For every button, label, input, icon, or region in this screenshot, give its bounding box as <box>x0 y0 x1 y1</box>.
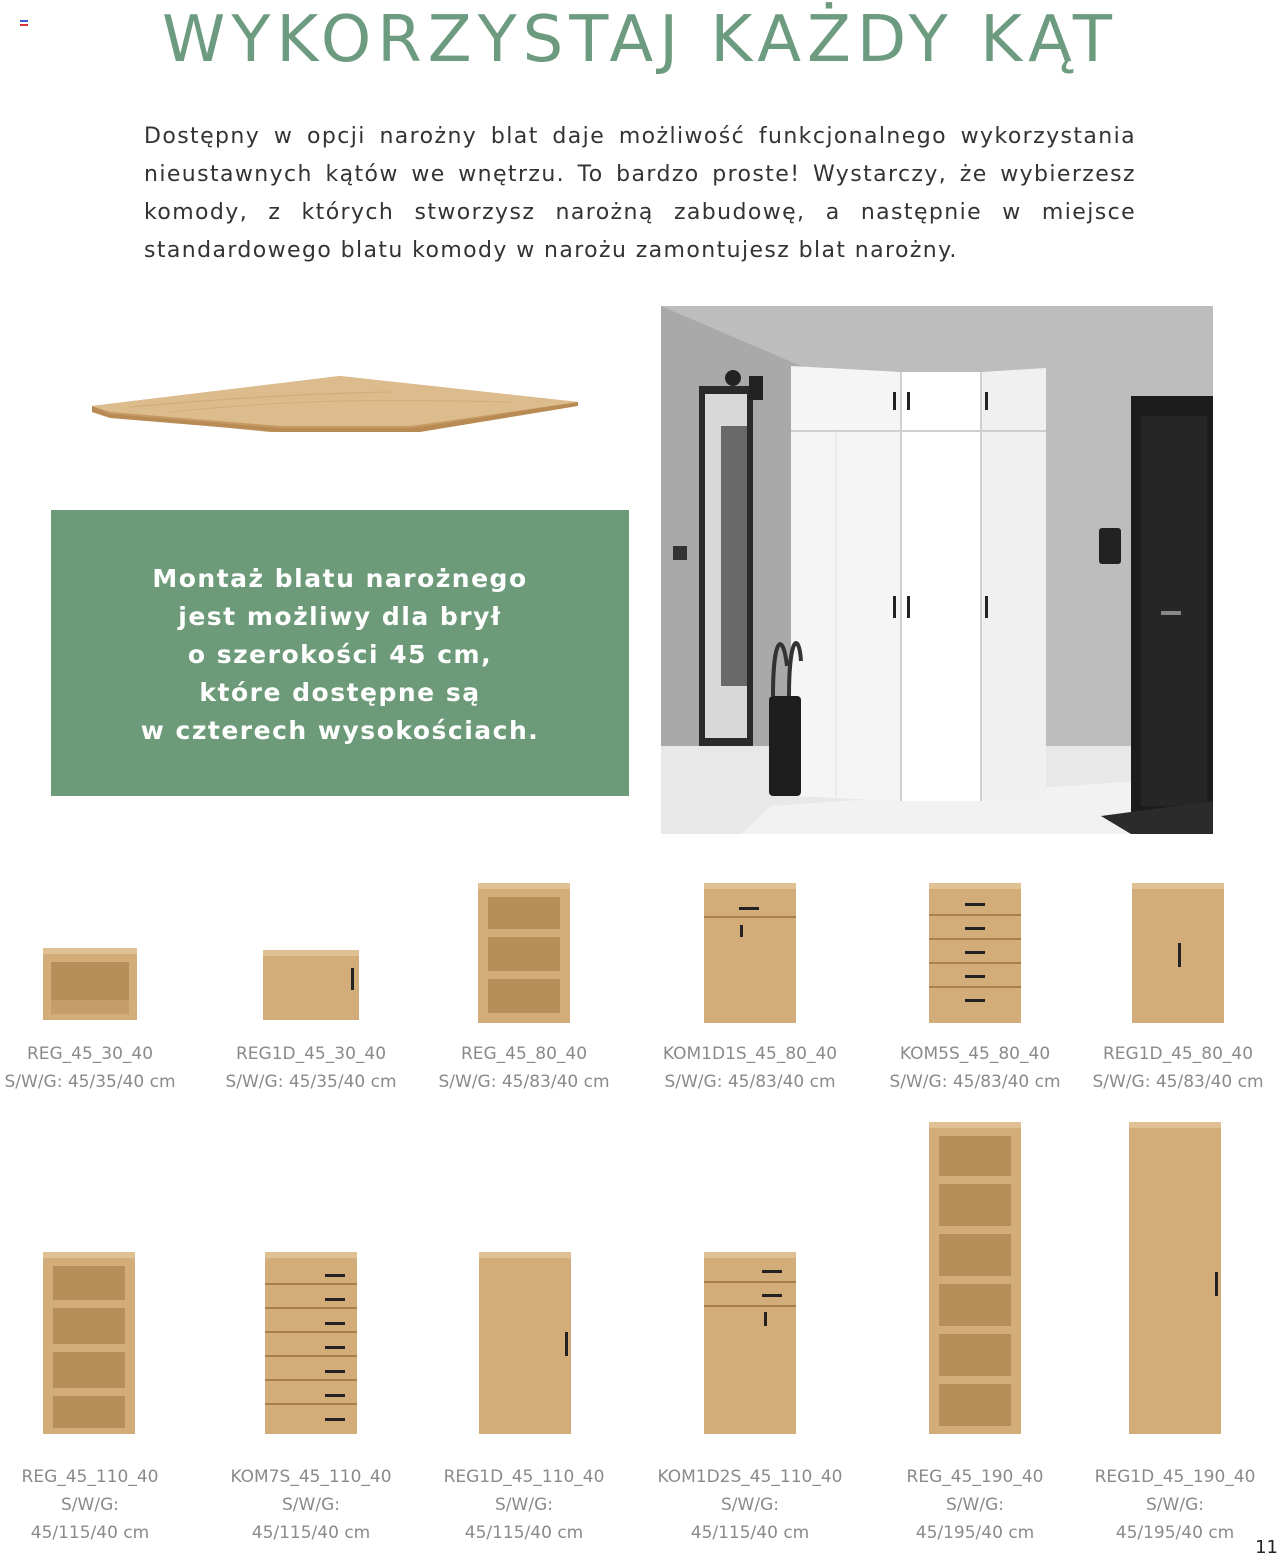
callout-line: które dostępne są <box>199 678 481 707</box>
product-name: REG1D_45_110_40 <box>443 1467 605 1487</box>
product-item <box>650 1040 850 1096</box>
cabinet-image <box>1129 1122 1221 1434</box>
product-name: REG_45_80_40 <box>460 1044 588 1064</box>
callout-line: w czterech wysokościach. <box>140 716 540 745</box>
cabinet-image <box>478 883 570 1023</box>
product-dimensions-label: S/W/G: <box>1146 1495 1204 1515</box>
product-dimensions-label: S/W/G: <box>946 1495 1004 1515</box>
product-item <box>875 1463 1075 1547</box>
product-item <box>211 1463 411 1547</box>
product-dimensions: 45/115/40 cm <box>251 1523 371 1543</box>
product-dimensions: S/W/G: 45/83/40 cm <box>438 1072 610 1092</box>
product-dimensions: S/W/G: 45/35/40 cm <box>225 1072 397 1092</box>
product-dimensions: 45/115/40 cm <box>30 1523 150 1543</box>
product-dimensions-label: S/W/G: <box>495 1495 553 1515</box>
cabinet-image <box>704 883 796 1023</box>
product-name: KOM7S_45_110_40 <box>230 1467 392 1487</box>
product-name: REG_45_30_40 <box>26 1044 154 1064</box>
product-dimensions: 45/115/40 cm <box>690 1523 810 1543</box>
product-dimensions: 45/195/40 cm <box>915 1523 1035 1543</box>
page-number: 11 <box>1255 1537 1278 1558</box>
product-dimensions: 45/195/40 cm <box>1115 1523 1235 1543</box>
product-dimensions-label: S/W/G: <box>721 1495 779 1515</box>
cabinet-image <box>929 883 1021 1023</box>
product-item <box>424 1463 624 1547</box>
cabinet-image <box>479 1252 571 1434</box>
cabinet-image <box>704 1252 796 1434</box>
callout-line: o szerokości 45 cm, <box>187 640 493 669</box>
product-item <box>0 1463 190 1547</box>
product-item <box>211 1040 411 1096</box>
product-item <box>1078 1040 1278 1096</box>
product-name: KOM5S_45_80_40 <box>899 1044 1051 1064</box>
corner-countertop-image <box>90 372 580 434</box>
intro-paragraph: Dostępny w opcji narożny blat daje możliwość funkcjonalnego wykorzystania nieustawnych kątów we wnętrzu. To bardzo proste! Wystarczy, że wybierzesz komody, z których stworzysz narożną zabudowę, a następnie w miejsce standardowego blatu komody w narożu zamontujesz blat narożny. <box>144 124 1136 263</box>
product-dimensions: S/W/G: 45/35/40 cm <box>4 1072 176 1092</box>
product-item <box>1075 1463 1275 1547</box>
product-dimensions-label: S/W/G: <box>61 1495 119 1515</box>
product-name: KOM1D2S_45_110_40 <box>657 1467 843 1487</box>
product-name: REG1D_45_80_40 <box>1102 1044 1254 1064</box>
product-name: REG1D_45_30_40 <box>235 1044 387 1064</box>
product-dimensions: S/W/G: 45/83/40 cm <box>1092 1072 1264 1092</box>
page-title: WYKORZYSTAJ KAŻDY KĄT <box>162 3 1118 77</box>
callout-line: Montaż blatu narożnego <box>152 564 528 593</box>
cabinet-image <box>43 1252 135 1434</box>
product-name: KOM1D1S_45_80_40 <box>662 1044 838 1064</box>
product-dimensions: 45/115/40 cm <box>464 1523 584 1543</box>
corner-wardrobe-photo <box>661 306 1213 834</box>
cabinet-image <box>43 948 137 1020</box>
product-item <box>424 1040 624 1096</box>
product-name: REG1D_45_190_40 <box>1094 1467 1256 1487</box>
product-item <box>650 1463 850 1547</box>
callout-line: jest możliwy dla brył <box>178 602 502 631</box>
mounting-info-callout <box>51 510 629 796</box>
product-dimensions: S/W/G: 45/83/40 cm <box>889 1072 1061 1092</box>
cabinet-image <box>1132 883 1224 1023</box>
product-dimensions: S/W/G: 45/83/40 cm <box>664 1072 836 1092</box>
cabinet-image <box>265 1252 357 1434</box>
product-dimensions-label: S/W/G: <box>282 1495 340 1515</box>
product-item <box>875 1040 1075 1096</box>
product-name: REG_45_110_40 <box>21 1467 159 1487</box>
product-item <box>0 1040 190 1096</box>
cabinet-image <box>929 1122 1021 1434</box>
product-name: REG_45_190_40 <box>906 1467 1044 1487</box>
cabinet-image <box>263 950 359 1020</box>
